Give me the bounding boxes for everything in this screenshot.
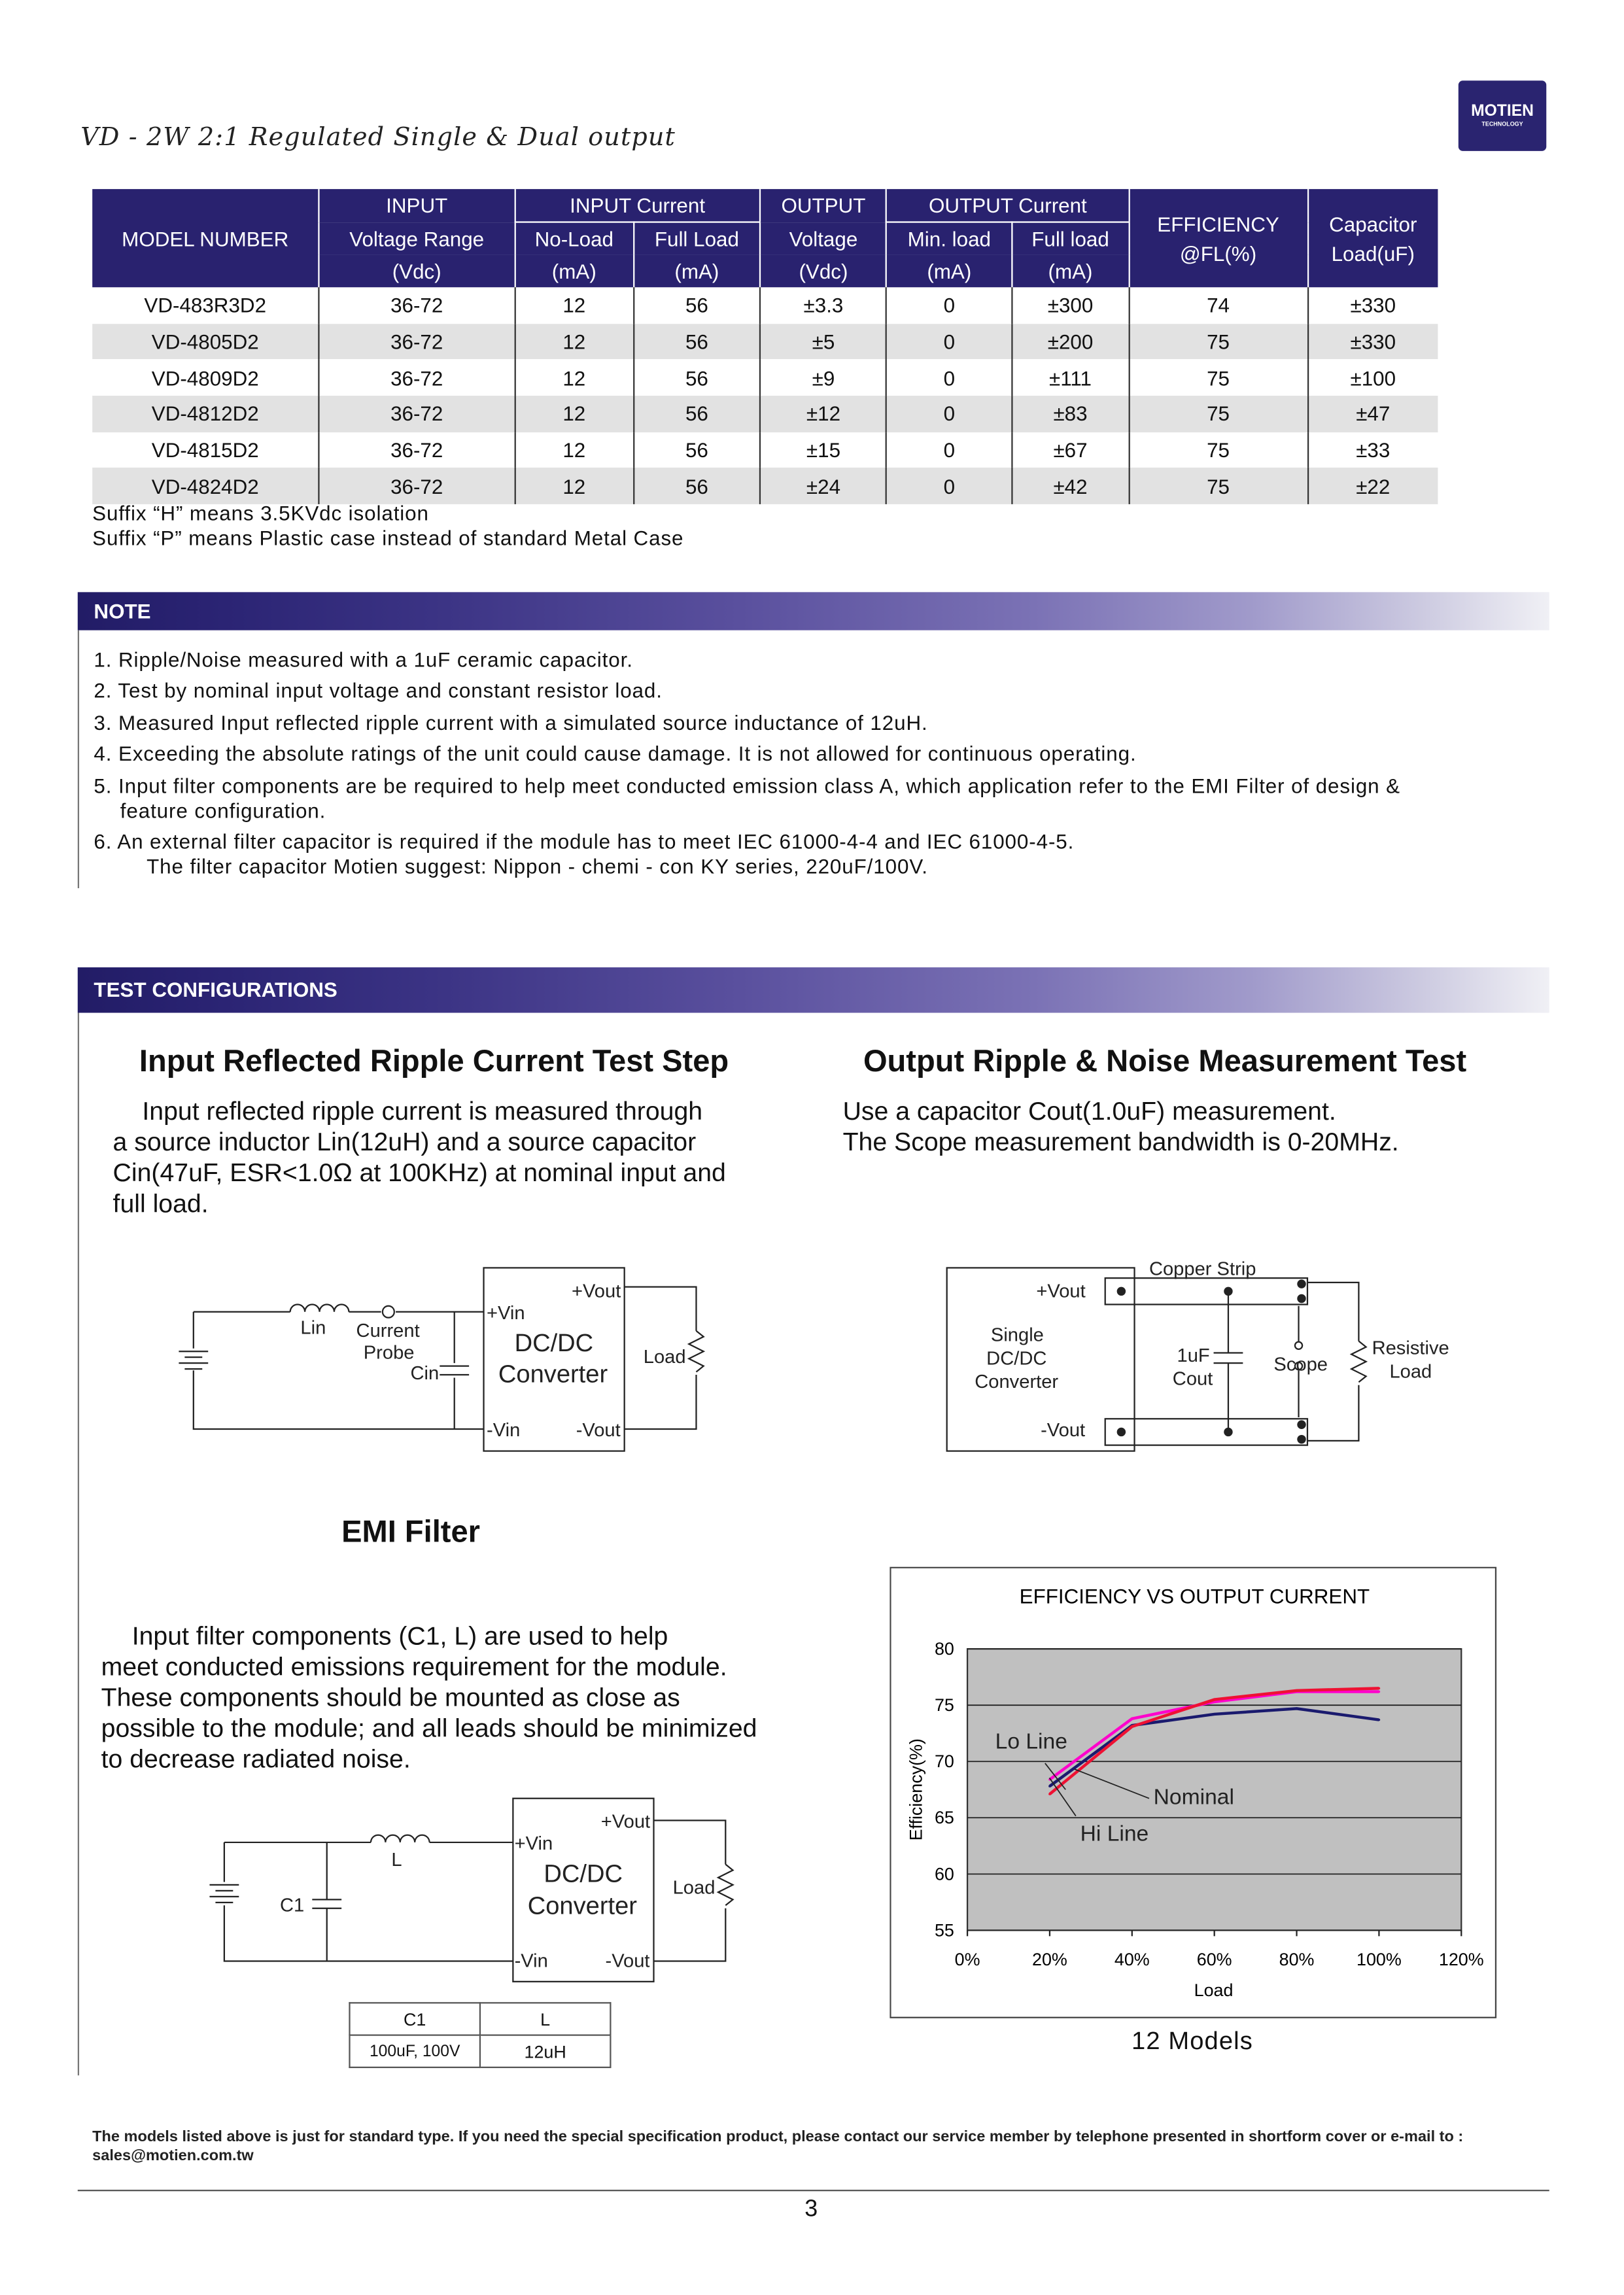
table-cell: 0 bbox=[887, 432, 1012, 468]
noise-text: Use a capacitor Cout(1.0uF) measurement. The Scope measurement bandwidth is 0-20MHz. bbox=[842, 1096, 1399, 1157]
group-input-current: INPUT Current bbox=[515, 189, 760, 222]
col-out-full-load: Full load bbox=[1012, 222, 1129, 255]
resistive-label: Resistive bbox=[1372, 1337, 1449, 1359]
col-voltage: Voltage bbox=[760, 222, 887, 255]
table-cell: 75 bbox=[1129, 468, 1307, 504]
table-cell: 36-72 bbox=[319, 287, 515, 323]
svg-text:Converter: Converter bbox=[527, 1892, 637, 1920]
svg-text:+Vin: +Vin bbox=[514, 1833, 553, 1855]
l-header: L bbox=[480, 2003, 610, 2035]
svg-text:DC/DC: DC/DC bbox=[544, 1860, 623, 1888]
note-item: 2. Test by nominal input voltage and constant resistor load. bbox=[94, 678, 663, 702]
y-axis-label: Efficiency(%) bbox=[906, 1738, 926, 1841]
table-cell: 0 bbox=[887, 287, 1012, 323]
table-cell: VD-483R3D2 bbox=[144, 293, 267, 317]
svg-text:DC/DC: DC/DC bbox=[514, 1330, 594, 1358]
table-row bbox=[92, 324, 1438, 360]
ripple-text: Input reflected ripple current is measured through a source inductor Lin(12uH) and a source capacitor Cin(47uF, ESR<1.0Ω at 100KHz) at nominal input and full load. bbox=[112, 1096, 726, 1218]
table-cell: 12 bbox=[515, 468, 634, 504]
table-cell: 36-72 bbox=[319, 432, 515, 468]
table-cell: 75 bbox=[1129, 432, 1307, 468]
y-tick-label: 65 bbox=[934, 1808, 954, 1828]
note-header: NOTE bbox=[78, 592, 1549, 630]
ripple-heading: Input Reflected Ripple Current Test Step bbox=[139, 1044, 729, 1079]
table-cell: ±67 bbox=[1012, 432, 1129, 468]
table-cell: ±9 bbox=[760, 360, 887, 396]
table-cell: 56 bbox=[634, 287, 761, 323]
table-cell: ±15 bbox=[760, 432, 887, 468]
table-cell: ±12 bbox=[760, 396, 887, 432]
table-row bbox=[92, 468, 1438, 504]
data-point bbox=[1048, 1793, 1051, 1795]
table-cell: 56 bbox=[634, 432, 761, 468]
col-min-load: Min. load bbox=[887, 222, 1012, 255]
svg-text:Scope: Scope bbox=[1273, 1354, 1328, 1375]
table-cell: ±111 bbox=[1012, 360, 1129, 396]
table-cell: 75 bbox=[1129, 396, 1307, 432]
table-cell: 75 bbox=[1129, 324, 1307, 360]
table-cell: ±100 bbox=[1307, 360, 1438, 396]
y-tick-label: 80 bbox=[934, 1639, 954, 1659]
unit: (Vdc) bbox=[319, 255, 515, 287]
data-point bbox=[1296, 1708, 1298, 1710]
table-cell: VD-4809D2 bbox=[151, 366, 259, 390]
table-cell: 74 bbox=[1129, 287, 1307, 323]
table-cell: ±33 bbox=[1307, 432, 1438, 468]
page-title: VD - 2W 2:1 Regulated Single & Dual output bbox=[80, 123, 676, 153]
chart-title: EFFICIENCY VS OUTPUT CURRENT bbox=[1019, 1585, 1370, 1608]
col-efficiency: EFFICIENCY @FL(%) bbox=[1129, 189, 1307, 287]
table-cell: 56 bbox=[634, 324, 761, 360]
col-full-load: Full Load bbox=[634, 222, 761, 255]
table-cell: ±330 bbox=[1307, 287, 1438, 323]
table-cell: 0 bbox=[887, 324, 1012, 360]
group-output-current: OUTPUT Current bbox=[887, 189, 1129, 222]
svg-text:-Vout: -Vout bbox=[1041, 1420, 1086, 1441]
table-cell: ±83 bbox=[1012, 396, 1129, 432]
unit: (mA) bbox=[887, 255, 1012, 287]
resistive-load-label: Load bbox=[1389, 1361, 1432, 1383]
divider bbox=[78, 1013, 79, 2076]
svg-text:Copper Strip: Copper Strip bbox=[1149, 1258, 1256, 1280]
table-row bbox=[92, 287, 1438, 323]
table-cell: 36-72 bbox=[319, 324, 515, 360]
test-config-header: TEST CONFIGURATIONS bbox=[78, 967, 1549, 1012]
motien-logo bbox=[1459, 80, 1546, 151]
page-number: 3 bbox=[804, 2197, 818, 2222]
col-capacitor: Capacitor Load(uF) bbox=[1307, 189, 1438, 287]
table-cell: ±5 bbox=[760, 324, 887, 360]
data-point bbox=[1131, 1717, 1133, 1720]
footer-text: The models listed above is just for standard type. If you need the special specification product, please contact our service member by telephone presented in shortform cover or e-mail to : sales@motien.com.tw bbox=[92, 2128, 1464, 2165]
table-cell: VD-4815D2 bbox=[151, 438, 259, 462]
table-cell: VD-4812D2 bbox=[92, 396, 319, 432]
data-point bbox=[1378, 1691, 1381, 1693]
data-point bbox=[1296, 1689, 1298, 1692]
table-cell: VD-4805D2 bbox=[92, 324, 319, 360]
table-cell: 36-72 bbox=[319, 468, 515, 504]
table-cell: ±3.3 bbox=[760, 287, 887, 323]
logo-text: MOTIEN bbox=[1471, 102, 1534, 120]
x-tick-label: 80% bbox=[1279, 1950, 1315, 1970]
svg-text:-Vin: -Vin bbox=[487, 1420, 521, 1441]
data-point bbox=[1378, 1719, 1381, 1721]
chart-caption: 12 Models bbox=[1132, 2027, 1253, 2055]
svg-text:Converter: Converter bbox=[498, 1360, 608, 1389]
table-cell: 12 bbox=[515, 287, 634, 323]
svg-text:DC/DC: DC/DC bbox=[986, 1348, 1047, 1370]
note-item: feature configuration. bbox=[120, 799, 326, 823]
table-cell: 0 bbox=[887, 360, 1012, 396]
noise-heading: Output Ripple & Noise Measurement Test bbox=[863, 1044, 1467, 1079]
table-cell: 36-72 bbox=[319, 360, 515, 396]
col-model: MODEL NUMBER bbox=[92, 189, 319, 287]
group-input: INPUT bbox=[319, 189, 515, 222]
group-output: OUTPUT bbox=[760, 189, 887, 222]
table-cell: 0 bbox=[887, 396, 1012, 432]
divider bbox=[78, 630, 79, 888]
table-cell: 12 bbox=[515, 360, 634, 396]
note-item: 6. An external filter capacitor is required if the module has to meet IEC 61000-4-4 and IEC 61000-4-5. bbox=[94, 829, 1075, 854]
efficiency-chart bbox=[890, 1567, 1498, 2020]
nominal-label: Nominal bbox=[1153, 1785, 1234, 1810]
emi-circuit-diagram bbox=[198, 1791, 755, 1990]
svg-text:Cin: Cin bbox=[410, 1362, 440, 1384]
c1-header: C1 bbox=[349, 2003, 479, 2035]
svg-text:-Vin: -Vin bbox=[514, 1950, 548, 1972]
table-cell: VD-4824D2 bbox=[92, 468, 319, 504]
y-tick-label: 75 bbox=[934, 1695, 954, 1716]
lo-line-label: Lo Line bbox=[995, 1729, 1067, 1754]
svg-text:Cout: Cout bbox=[1172, 1368, 1213, 1390]
table-cell: 12 bbox=[515, 324, 634, 360]
table-row bbox=[92, 396, 1438, 432]
data-point bbox=[1048, 1785, 1051, 1787]
table-cell: 36-72 bbox=[319, 396, 515, 432]
svg-text:Current: Current bbox=[356, 1320, 420, 1341]
unit: (mA) bbox=[634, 255, 761, 287]
x-axis-label: Load bbox=[1194, 1980, 1234, 2001]
table-cell: 75 bbox=[1129, 360, 1307, 396]
data-point bbox=[1378, 1687, 1381, 1690]
table-cell: 56 bbox=[634, 468, 761, 504]
y-tick-label: 60 bbox=[934, 1864, 954, 1884]
unit: (Vdc) bbox=[760, 255, 887, 287]
x-tick-label: 20% bbox=[1032, 1950, 1067, 1970]
svg-text:L: L bbox=[391, 1849, 402, 1871]
x-tick-label: 0% bbox=[954, 1950, 980, 1970]
table-cell: ±24 bbox=[760, 468, 887, 504]
x-tick-label: 120% bbox=[1438, 1950, 1484, 1970]
table-cell: 12 bbox=[515, 396, 634, 432]
note-item: 5. Input filter components are be required to help meet conducted emission class A, which application refer to the EMI Filter of design & bbox=[94, 774, 1400, 798]
table-cell: ±42 bbox=[1012, 468, 1129, 504]
noise-circuit-diagram bbox=[938, 1253, 1495, 1458]
col-no-load: No-Load bbox=[515, 222, 634, 255]
table-row bbox=[92, 360, 1438, 396]
ripple-circuit-diagram bbox=[162, 1260, 733, 1466]
note-item: 4. Exceeding the absolute ratings of the unit could cause damage. It is not allowed for continuous operating. bbox=[94, 741, 1137, 765]
svg-text:-Vout: -Vout bbox=[605, 1950, 650, 1972]
emi-heading: EMI Filter bbox=[341, 1515, 480, 1549]
svg-text:Single: Single bbox=[990, 1324, 1044, 1346]
svg-text:C1: C1 bbox=[280, 1895, 305, 1916]
svg-text:Load: Load bbox=[672, 1877, 716, 1899]
unit: (mA) bbox=[1012, 255, 1129, 287]
suffix-p: Suffix “P” means Plastic case instead of standard Metal Case bbox=[92, 526, 684, 550]
svg-text:+Vout: +Vout bbox=[600, 1811, 651, 1833]
hi-line-label: Hi Line bbox=[1080, 1821, 1149, 1846]
data-point bbox=[1213, 1713, 1216, 1716]
y-tick-label: 55 bbox=[934, 1920, 954, 1941]
table-cell: ±47 bbox=[1307, 396, 1438, 432]
svg-text:Load: Load bbox=[643, 1347, 686, 1368]
logo-sub: TECHNOLOGY bbox=[1481, 120, 1523, 128]
table-cell: 0 bbox=[887, 468, 1012, 504]
table-cell: ±330 bbox=[1307, 324, 1438, 360]
svg-text:+Vout: +Vout bbox=[571, 1281, 621, 1302]
y-tick-label: 70 bbox=[934, 1751, 954, 1772]
svg-text:+Vout: +Vout bbox=[1036, 1281, 1086, 1302]
note-item: 1. Ripple/Noise measured with a 1uF ceramic capacitor. bbox=[94, 647, 633, 672]
spec-table bbox=[92, 189, 1438, 504]
col-voltage-range: Voltage Range bbox=[319, 222, 515, 255]
note-item: The filter capacitor Motien suggest: Nippon - chemi - con KY series, 220uF/100V. bbox=[147, 854, 928, 878]
l-value: 12uH bbox=[480, 2035, 610, 2067]
svg-text:-Vout: -Vout bbox=[576, 1420, 621, 1441]
x-tick-label: 40% bbox=[1114, 1950, 1150, 1970]
table-row bbox=[92, 432, 1438, 468]
data-point bbox=[1131, 1725, 1133, 1728]
table-cell: ±200 bbox=[1012, 324, 1129, 360]
svg-text:Converter: Converter bbox=[975, 1372, 1059, 1393]
x-tick-label: 100% bbox=[1356, 1950, 1402, 1970]
svg-text:+Vin: +Vin bbox=[487, 1302, 525, 1324]
table-cell: 56 bbox=[634, 360, 761, 396]
emi-text: Input filter components (C1, L) are used to help meet conducted emissions requirement for the module. These components should be mounted as close as possible to the module; and all leads should be minimized to decrease radiated noise. bbox=[101, 1621, 757, 1774]
c1-value: 100uF, 100V bbox=[349, 2035, 479, 2067]
svg-text:1uF: 1uF bbox=[1177, 1345, 1210, 1366]
note-item: 3. Measured Input reflected ripple current with a simulated source inductance of 12uH. bbox=[94, 710, 928, 734]
data-point bbox=[1213, 1699, 1216, 1701]
table-cell: ±300 bbox=[1012, 287, 1129, 323]
table-cell: ±22 bbox=[1307, 468, 1438, 504]
suffix-h: Suffix “H” means 3.5KVdc isolation bbox=[92, 501, 429, 525]
svg-text:Probe: Probe bbox=[363, 1342, 415, 1364]
unit: (mA) bbox=[515, 255, 634, 287]
table-cell: 56 bbox=[634, 396, 761, 432]
x-tick-label: 60% bbox=[1196, 1950, 1232, 1970]
emi-component-table bbox=[349, 2002, 611, 2068]
table-cell: 12 bbox=[515, 432, 634, 468]
footer-divider bbox=[78, 2190, 1549, 2191]
svg-text:Lin: Lin bbox=[300, 1317, 326, 1339]
